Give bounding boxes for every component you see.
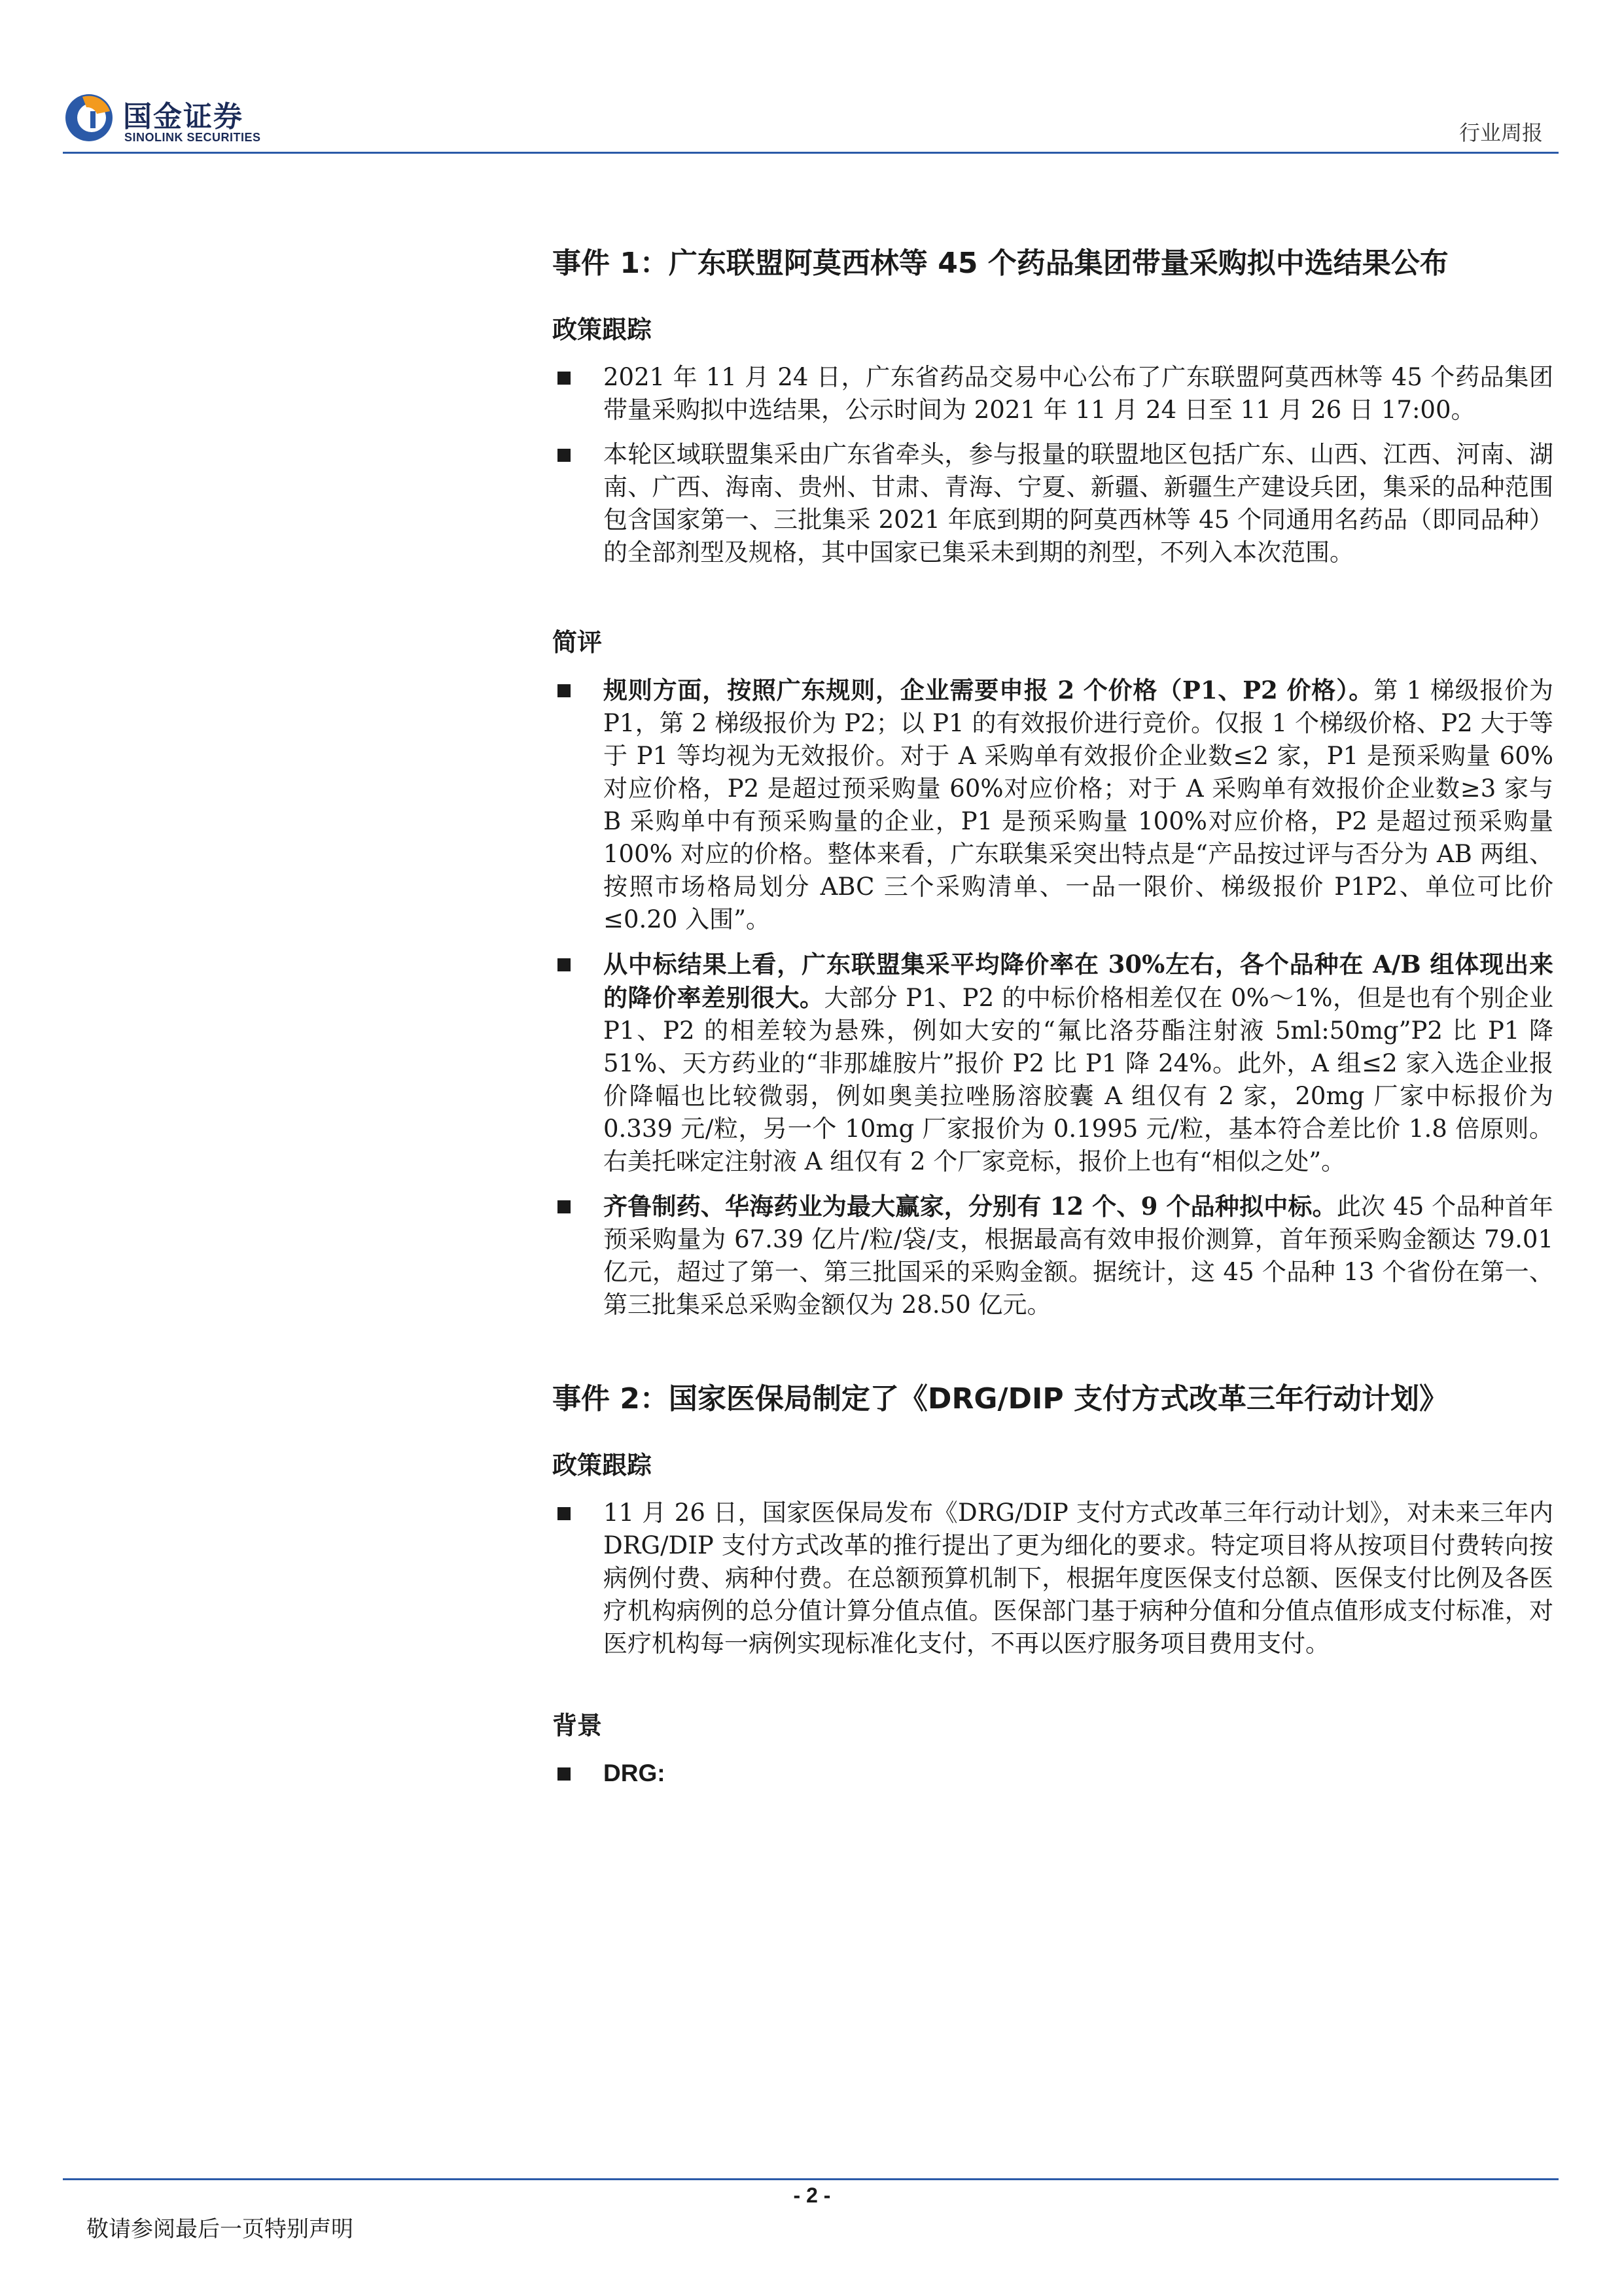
bullet-lead: 齐鲁制药、华海药业为最大赢家，分别有 12 个、9 个品种拟中标。 [603, 1192, 1337, 1221]
square-bullet-icon [557, 684, 571, 697]
header-divider [63, 152, 1559, 154]
bullet-text: 本轮区域联盟集采由广东省牵头，参与报量的联盟地区包括广东、山西、江西、河南、湖南、广西、海南、贵州、甘肃、青海、宁夏、新疆、新疆生产建设兵团，集采的品种范围包含国家第一、三批集采 2021 年底到期的阿莫西林等 45 个同通用名药品（即同品种）的全部剂型及规格，其中国家已集采未到期的剂型，不列入本次范围。 [603, 440, 1553, 566]
event1-title: 事件 1：广东联盟阿莫西林等 45 个药品集团带量采购拟中选结果公布 [552, 247, 1449, 280]
square-bullet-icon [557, 1507, 571, 1520]
event1-policy-list [552, 361, 1553, 569]
logo-name-en: SINOLINK SECURITIES [124, 131, 261, 144]
footer-divider [63, 2178, 1559, 2180]
list-item [552, 1190, 1553, 1321]
company-logo [63, 86, 298, 149]
bullet-text: 第 1 梯级报价为 P1，第 2 梯级报价为 P2；以 P1 的有效报价进行竞价。仅报 1 个梯级价格、P2 大于等于 P1 等均视为无效报价。对于 A 采购单有效报价企业数≤2 家，P1 是预采购量 60%对应价格，P2 是超过预采购量 60%对应价格；对于 A 采购单有效报价企业数≥3 家与 B 采购单中有预采购量的企业，P1 是预采购量 100%对应价格，P2 是超过预采购量 100% 对应的价格。整体来看，广东联集采突出特点是“产品按过评与否分为 AB 两组、按照市场格局划分 ABC 三个采购清单、一品一限价、梯级报价 P1P2、单位可比价≤0.20 入围”。 [603, 676, 1553, 933]
bullet-text: 此次 45 个品种首年预采购量为 67.39 亿片/粒/袋/支，根据最高有效申报价测算，首年预采购金额达 79.01 亿元，超过了第一、第三批国采的采购金额。据统计，这 45 个品种 13 个省份在第一、第三批集采总采购金额仅为 28.50 亿元。 [603, 1192, 1553, 1319]
report-body [552, 243, 1553, 1801]
list-item [552, 438, 1553, 569]
bullet-text: 11 月 26 日，国家医保局发布《DRG/DIP 支付方式改革三年行动计划》，对未来三年内 DRG/DIP 支付方式改革的推行提出了更为细化的要求。特定项目将从按项目付费转向按病例付费、病种付费。在总额预算机制下，根据年度医保支付总额、医保支付比例及各医疗机构病例的总分值计算分值点值。医保部门基于病种分值和分值点值形成支付标准，对医疗机构每一病例实现标准化支付，不再以医疗服务项目费用支付。 [603, 1499, 1553, 1658]
disclaimer-text: 敬请参阅最后一页特别声明 [86, 2216, 353, 2242]
event2-policy-list [552, 1497, 1553, 1660]
list-item [552, 674, 1553, 936]
list-item [552, 948, 1553, 1178]
list-item [552, 1757, 1553, 1790]
bullet-text: 大部分 P1、P2 的中标价格相差仅在 0%～1%，但是也有个别企业 P1、P2 的相差较为悬殊，例如大安的“氟比洛芬酯注射液 5ml:50mg”P2 比 P1 降 51%、天方药业的“非那雄胺片”报价 P2 比 P1 降 24%。此外，A 组≤2 家入选企业报价降幅也比较微弱，例如奥美拉唑肠溶胶囊 A 组仅有 2 家，20mg 厂家中标报价为 0.339 元/粒，另一个 10mg 厂家报价为 0.1995 元/粒，基本符合差比价 1.8 倍原则。右美托咪定注射液 A 组仅有 2 个厂家竞标，报价上也有“相似之处”。 [603, 984, 1553, 1175]
list-item [552, 361, 1553, 426]
event2-background-heading: 背景 [552, 1711, 603, 1740]
page-number: - 2 - [793, 2183, 831, 2207]
bullet-lead: 规则方面，按照广东规则，企业需要申报 2 个价格（P1、P2 价格）。 [603, 676, 1374, 704]
event2-background-list [552, 1757, 1553, 1790]
report-type-label: 行业周报 [1458, 120, 1543, 145]
event2-policy-heading: 政策跟踪 [552, 1450, 652, 1480]
square-bullet-icon [557, 449, 571, 462]
event1-policy-heading: 政策跟踪 [552, 315, 652, 344]
list-item [552, 1497, 1553, 1660]
sinolink-logo-icon [63, 92, 115, 144]
bullet-text: 2021 年 11 月 24 日，广东省药品交易中心公布了广东联盟阿莫西林等 45 个药品集团带量采购拟中选结果，公示时间为 2021 年 11 月 24 日至 11 月 26 日 17:00。 [603, 363, 1553, 424]
event1-comment-heading: 简评 [552, 627, 603, 657]
square-bullet-icon [557, 372, 571, 385]
event1-comment-list [552, 674, 1553, 1321]
bullet-lead: 从中标结果上看，广东联盟集采平均降价率在 30%左右，各个品种在 A/B 组体现出来的降价率差别很大。 [603, 950, 1553, 1012]
logo-name-cn: 国金证券 [123, 100, 243, 133]
bullet-text: DRG: [603, 1760, 665, 1786]
square-bullet-icon [557, 1200, 571, 1213]
event2-title: 事件 2：国家医保局制定了《DRG/DIP 支付方式改革三年行动计划》 [552, 1382, 1448, 1416]
square-bullet-icon [557, 1767, 571, 1781]
square-bullet-icon [557, 958, 571, 971]
